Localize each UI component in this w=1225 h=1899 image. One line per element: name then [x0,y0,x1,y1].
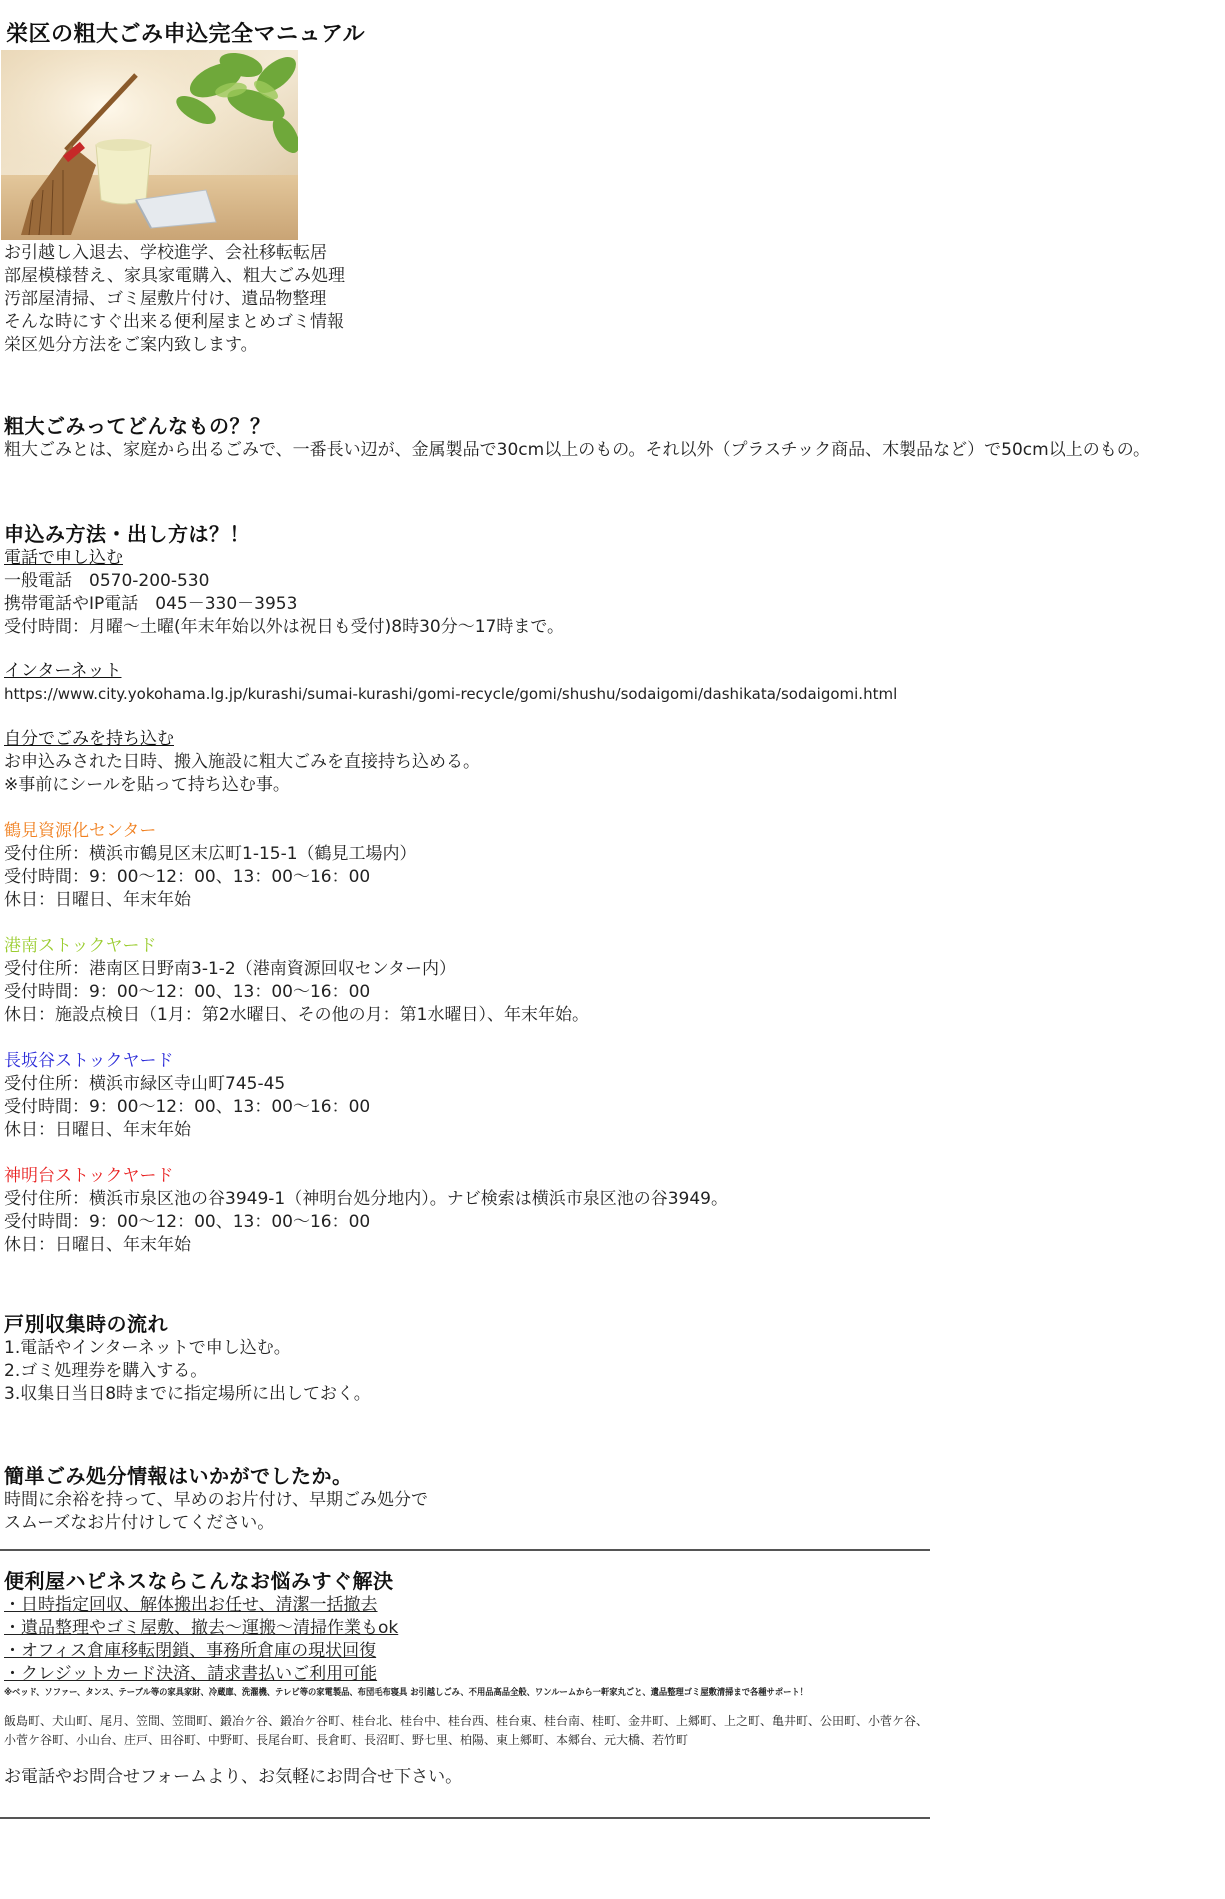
facility-holiday: 休日：日曜日、年末年始 [4,890,191,910]
promo-link[interactable]: ・クレジットカード決済、請求書払いご利用可能 [4,1664,378,1684]
facility-holiday: 休日：施設点検日（1月：第2水曜日、その他の月：第1水曜日）、年末年始。 [4,1005,589,1025]
intro-line: 部屋模様替え、家具家電購入、粗大ごみ処理 [4,266,346,286]
internet-subheading: インターネット [4,661,122,681]
section-end [4,1463,428,1535]
facility-name: 長坂谷ストックヤード [4,1051,174,1071]
phone-general: 一般電話 0570-200-530 [4,571,210,591]
section-flow [4,1311,371,1406]
promo-section [4,1568,928,1789]
facility-hours: 受付時間：9：00～12：00、13：00～16：00 [4,1097,371,1117]
phone-mobile: 携帯電話やIP電話 045－330－3953 [4,594,298,614]
flow-step: 1.電話やインターネットで申し込む。 [4,1338,291,1358]
promo-link[interactable]: ・遺品整理やゴミ屋敷、撤去～運搬～清掃作業もok [4,1618,399,1638]
promo-note: ※ベッド、ソファー、タンス、テーブル等の家具家財、冷蔵庫、洗濯機、テレビ等の家電製品、布団毛布寝具 お引越しごみ、不用品高品全般、ワンルームから一軒家丸ごと、遺品整理ゴミ屋敷清掃まで各種サポート！ [4,1688,808,1698]
promo-areas: 小菅ケ谷町、小山台、庄戸、田谷町、中野町、長尾台町、長倉町、長沼町、野七里、柏陽、東上郷町、本郷台、元大橋、若竹町 [4,1733,689,1747]
facility-holiday: 休日：日曜日、年末年始 [4,1120,191,1140]
intro-line: お引越し入退去、学校進学、会社移転転居 [4,243,327,263]
promo-heading [4,1568,928,1594]
intro-line: 汚部屋清掃、ゴミ屋敷片付け、遺品物整理 [4,289,327,309]
flow-step: 3.収集日当日8時までに指定場所に出しておく。 [4,1384,371,1404]
section-heading: 戸別収集時の流れ [4,1312,168,1336]
facility-shinmeidai [4,1165,897,1257]
facility-hours: 受付時間：9：00～12：00、13：00～16：00 [4,982,371,1002]
facility-address: 受付住所：横浜市泉区池の谷3949-1（神明台処分地内）。ナビ検索は横浜市泉区池の谷3949。 [4,1189,728,1209]
intro-line: 栄区処分方法をご案内致します。 [4,335,258,355]
self-line: ※事前にシールを貼って持ち込む事。 [4,775,290,795]
self-line: お申込みされた日時、搬入施設に粗大ごみを直接持ち込める。 [4,752,480,772]
phone-subheading: 電話で申し込む [4,548,123,568]
end-line: 時間に余裕を持って、早めのお片付け、早期ごみ処分で [4,1490,428,1510]
end-line: スムーズなお片付けしてください。 [4,1513,275,1533]
facility-hours: 受付時間：9：00～12：00、13：00～16：00 [4,1212,371,1232]
promo-heading-rest: ならこんなお悩みすぐ解決 [147,1569,394,1593]
facility-name: 鶴見資源化センター [4,821,157,841]
internet-url: https://www.city.yokohama.lg.jp/kurashi/sumai-kurashi/gomi-recycle/gomi/shushu/sodaigomi/dashikata/sodaigomi.html [4,685,898,703]
intro-line: そんな時にすぐ出来る便利屋まとめゴミ情報 [4,312,344,332]
section-heading: 申込み方法・出し方は？！ [4,522,250,546]
facility-tsurumi [4,820,897,912]
hero-image [1,50,298,240]
self-subheading: 自分でごみを持ち込む [4,729,174,749]
section-body: 粗大ごみとは、家庭から出るごみで、一番長い辺が、金属製品で30cm以上のもの。それ以外（プラスチック商品、木製品など）で50cm以上のもの。 [4,440,1151,460]
facility-name: 神明台ストックヤード [4,1166,174,1186]
facility-nagasakaya [4,1050,897,1142]
promo-link[interactable]: ・日時指定回収、解体搬出お任せ、清潔一括撤去 [4,1595,378,1615]
facility-name: 港南ストックヤード [4,936,157,956]
divider [0,1549,930,1551]
section-heading: 粗大ごみってどんなもの？？ [4,414,271,438]
promo-areas: 飯島町、犬山町、尾月、笠間、笠間町、鍛冶ケ谷、鍛冶ケ谷町、桂台北、桂台中、桂台西、桂台東、桂台南、桂町、金井町、上郷町、上之町、亀井町、公田町、小菅ケ谷、 [4,1714,929,1728]
page-title: 栄区の粗大ごみ申込完全マニュアル [6,22,366,47]
facility-address: 受付住所：横浜市鶴見区末広町1-15-1（鶴見工場内） [4,844,417,864]
flow-step: 2.ゴミ処理券を購入する。 [4,1361,208,1381]
promo-link[interactable]: ・オフィス倉庫移転閉鎖、事務所倉庫の現状回復 [4,1641,377,1661]
section-how [4,521,897,1257]
divider [0,1817,930,1819]
section-heading: 簡単ごみ処分情報はいかがでしたか。 [4,1464,353,1488]
phone-hours: 受付時間：月曜～土曜(年末年始以外は祝日も受付)8時30分～17時まで。 [4,617,565,637]
facility-address: 受付住所：港南区日野南3-1-2（港南資源回収センター内） [4,959,457,979]
promo-contact: お電話やお問合せフォームより、お気軽にお問合せ下さい。 [4,1767,463,1787]
facility-holiday: 休日：日曜日、年末年始 [4,1235,191,1255]
intro-text [4,242,345,357]
section-what [4,413,1150,462]
facility-address: 受付住所：横浜市緑区寺山町745-45 [4,1074,286,1094]
promo-brand: 便利屋ハピネス [4,1569,148,1593]
broom-dustpan-photo [1,50,298,240]
facility-konan [4,935,897,1027]
facility-hours: 受付時間：9：00～12：00、13：00～16：00 [4,867,371,887]
